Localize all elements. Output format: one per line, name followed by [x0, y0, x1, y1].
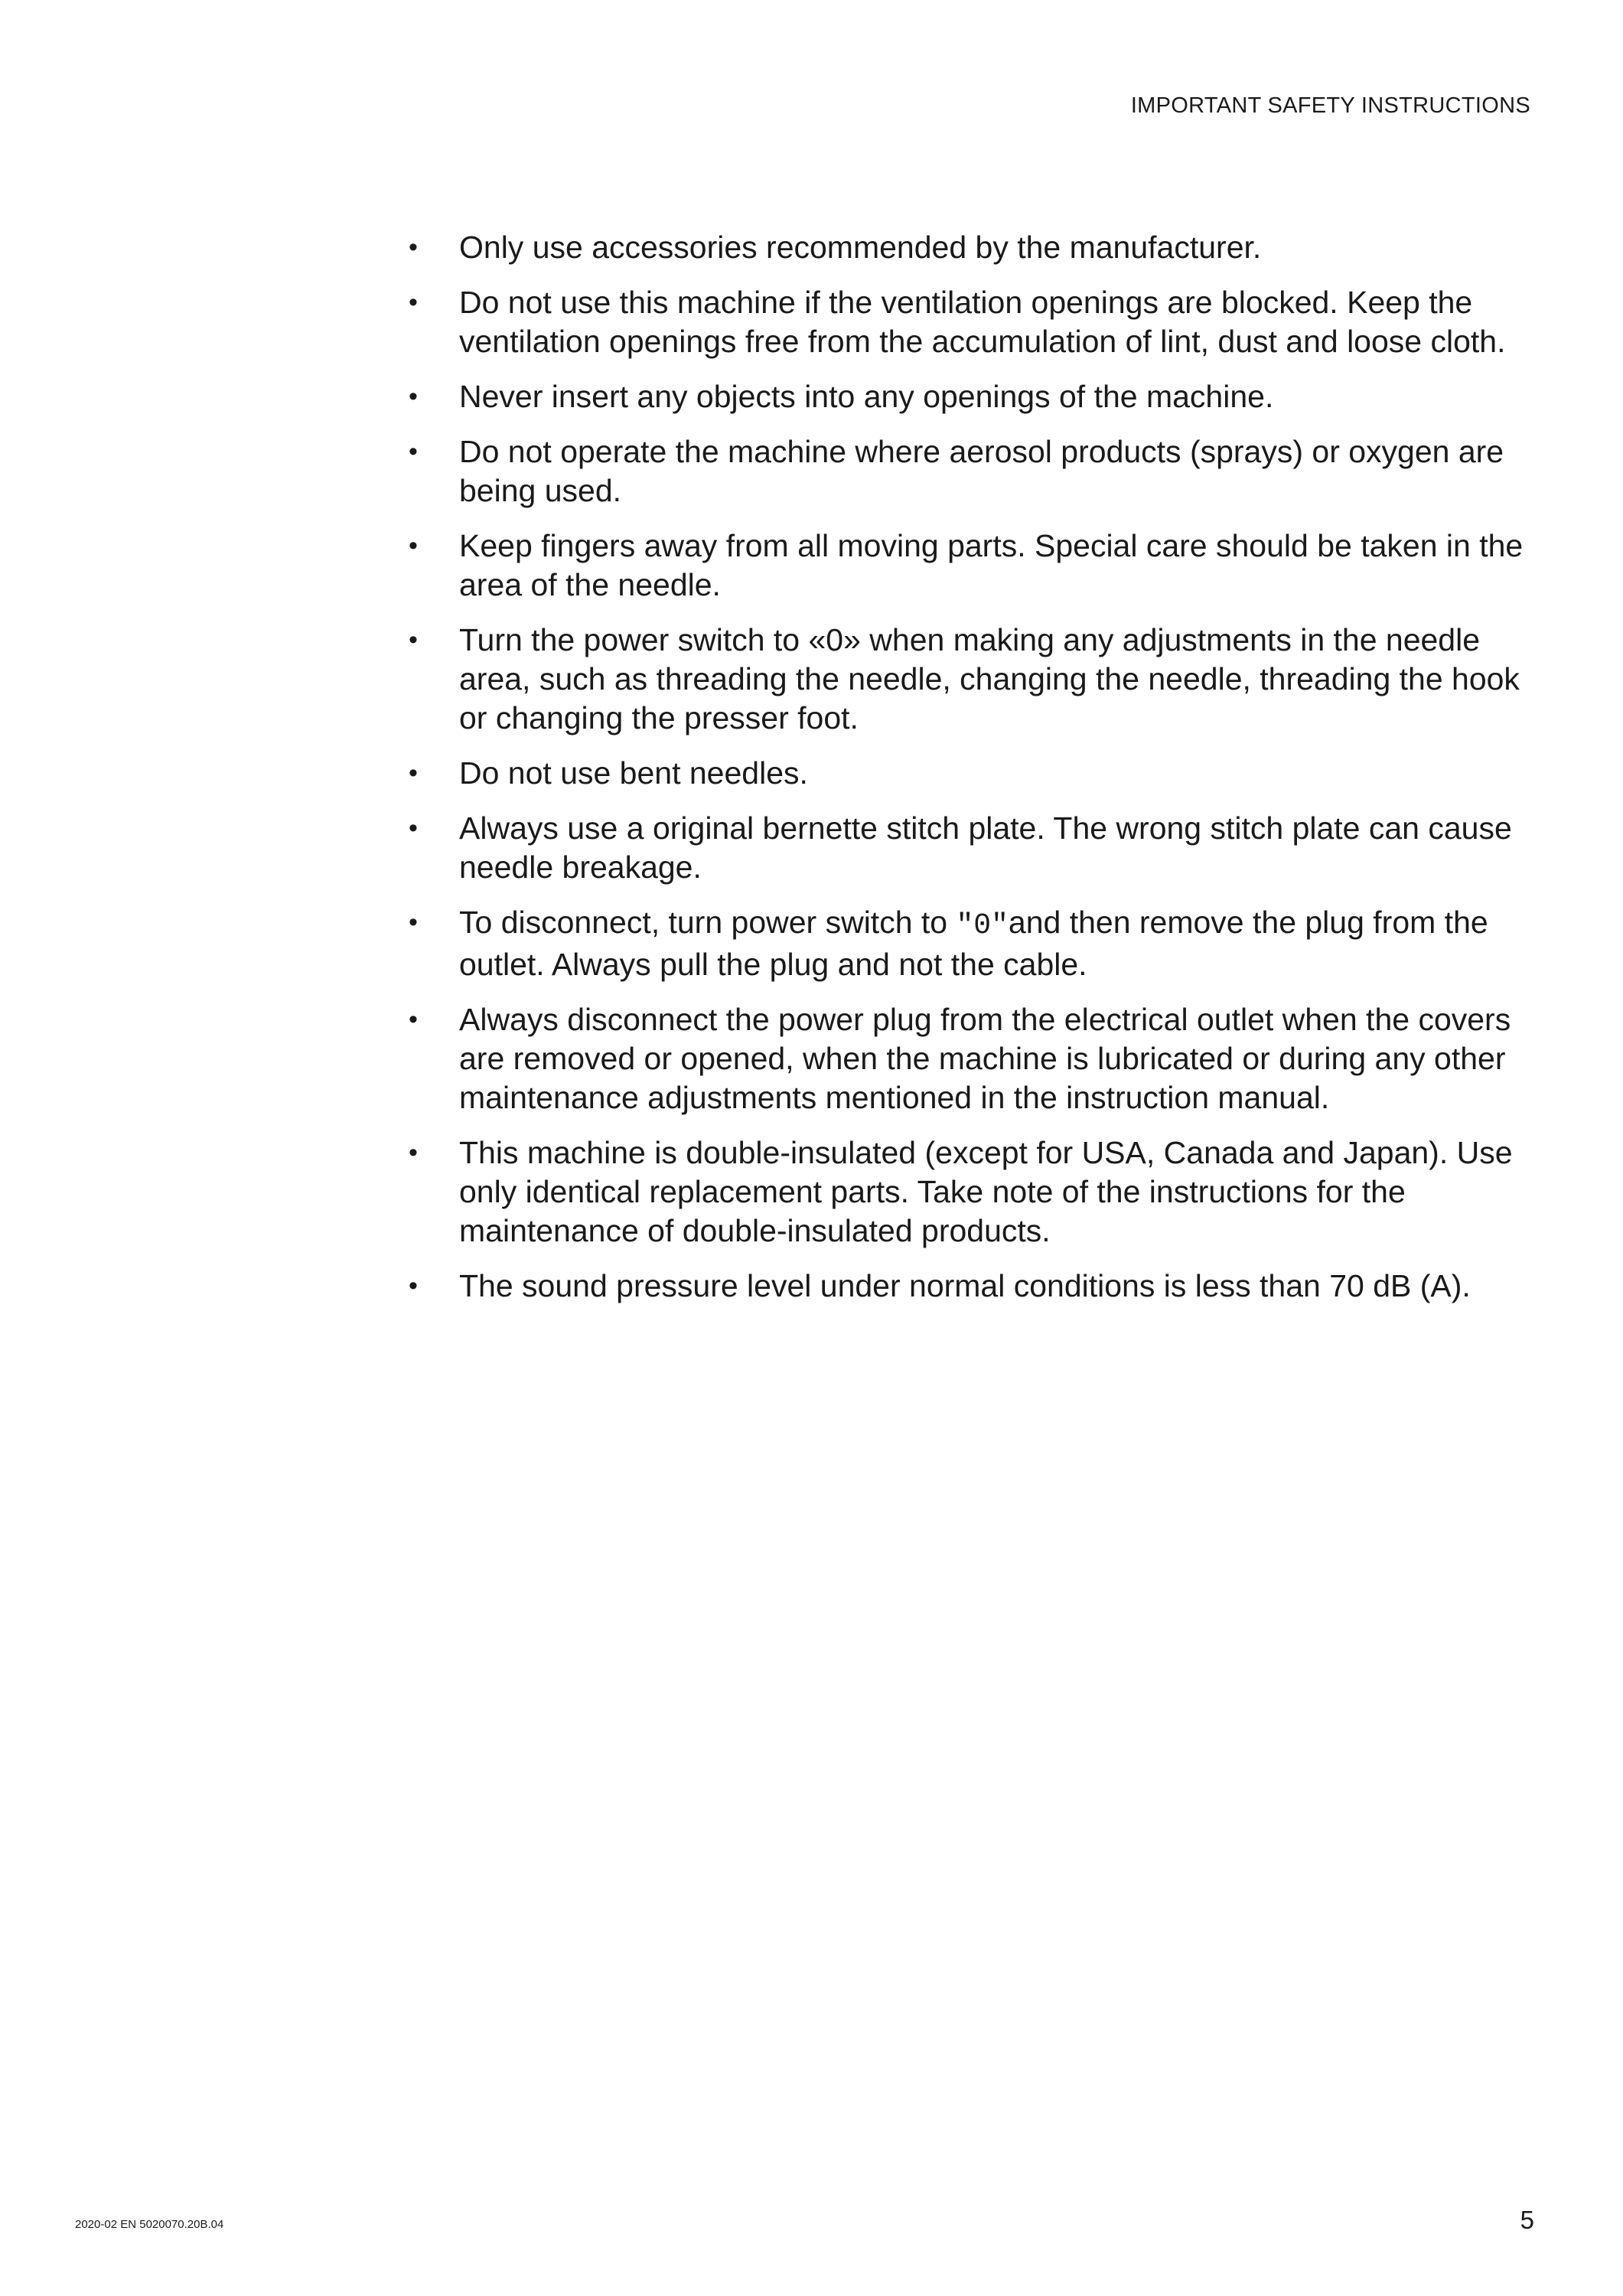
instruction-text: Only use accessories recommended by the manufacturer. [459, 230, 1262, 265]
instruction-text: Always disconnect the power plug from the electrical outlet when the covers are removed or opened, when the machine is lubricated or during any other maintenance adjustments mentioned in the instruction manual. [459, 1002, 1511, 1115]
instruction-text: This machine is double-insulated (except for USA, Canada and Japan). Use only identical replacement parts. Take note of the instructions for the maintenance of double-insulated products. [459, 1135, 1513, 1248]
bullet-icon: • [409, 233, 418, 262]
list-item [398, 377, 1546, 416]
bullet-icon: • [409, 814, 418, 843]
list-item [398, 1133, 1546, 1251]
instruction-text-part: and then remove the plug from the outlet. Always pull the plug and not the cable. [459, 905, 1488, 982]
bullet-icon: • [409, 908, 418, 937]
instruction-text: Always use a original bernette stitch plate. The wrong stitch plate can cause needle breakage. [459, 810, 1512, 885]
safety-instructions-list [398, 228, 1546, 1322]
list-item [398, 903, 1546, 984]
instruction-text [459, 903, 1546, 984]
instruction-text: Do not use this machine if the ventilation openings are blocked. Keep the ventilation openings free from the accumulation of lint, dust and loose cloth. [459, 285, 1506, 359]
running-header: IMPORTANT SAFETY INSTRUCTIONS [1130, 93, 1530, 118]
bullet-icon: • [409, 288, 418, 317]
list-item [398, 228, 1546, 267]
instruction-text: Do not use bent needles. [459, 755, 808, 791]
bullet-icon: • [409, 1005, 418, 1034]
list-item [398, 283, 1546, 361]
bullet-icon: • [409, 1138, 418, 1167]
bullet-icon: • [409, 437, 418, 466]
list-item [398, 432, 1546, 510]
instruction-text: Keep fingers away from all moving parts. Special care should be taken in the area of the needle. [459, 528, 1524, 602]
bullet-icon: • [409, 1271, 418, 1300]
instruction-text: Do not operate the machine where aerosol products (sprays) or oxygen are being used. [459, 434, 1504, 508]
list-item [398, 809, 1546, 887]
instruction-text: The sound pressure level under normal conditions is less than 70 dB (A). [459, 1268, 1471, 1303]
instruction-text: Never insert any objects into any openings of the machine. [459, 379, 1274, 414]
instruction-text-part: To disconnect, turn power switch to [459, 905, 957, 940]
bullet-icon: • [409, 382, 418, 411]
list-item [398, 527, 1546, 605]
list-item [398, 621, 1546, 738]
bullet-icon: • [409, 758, 418, 788]
list-item [398, 754, 1546, 793]
document-code: 2020-02 EN 5020070.20B.04 [75, 2218, 224, 2231]
list-item [398, 1000, 1546, 1117]
switch-position-code: "0" [956, 909, 1009, 942]
page-number: 5 [1520, 2206, 1534, 2234]
instruction-text: Turn the power switch to «0» when making any adjustments in the needle area, such as threading the needle, changing the needle, threading the hook or changing the presser foot. [459, 622, 1520, 735]
list-item [398, 1267, 1546, 1306]
bullet-icon: • [409, 531, 418, 560]
bullet-icon: • [409, 625, 418, 654]
